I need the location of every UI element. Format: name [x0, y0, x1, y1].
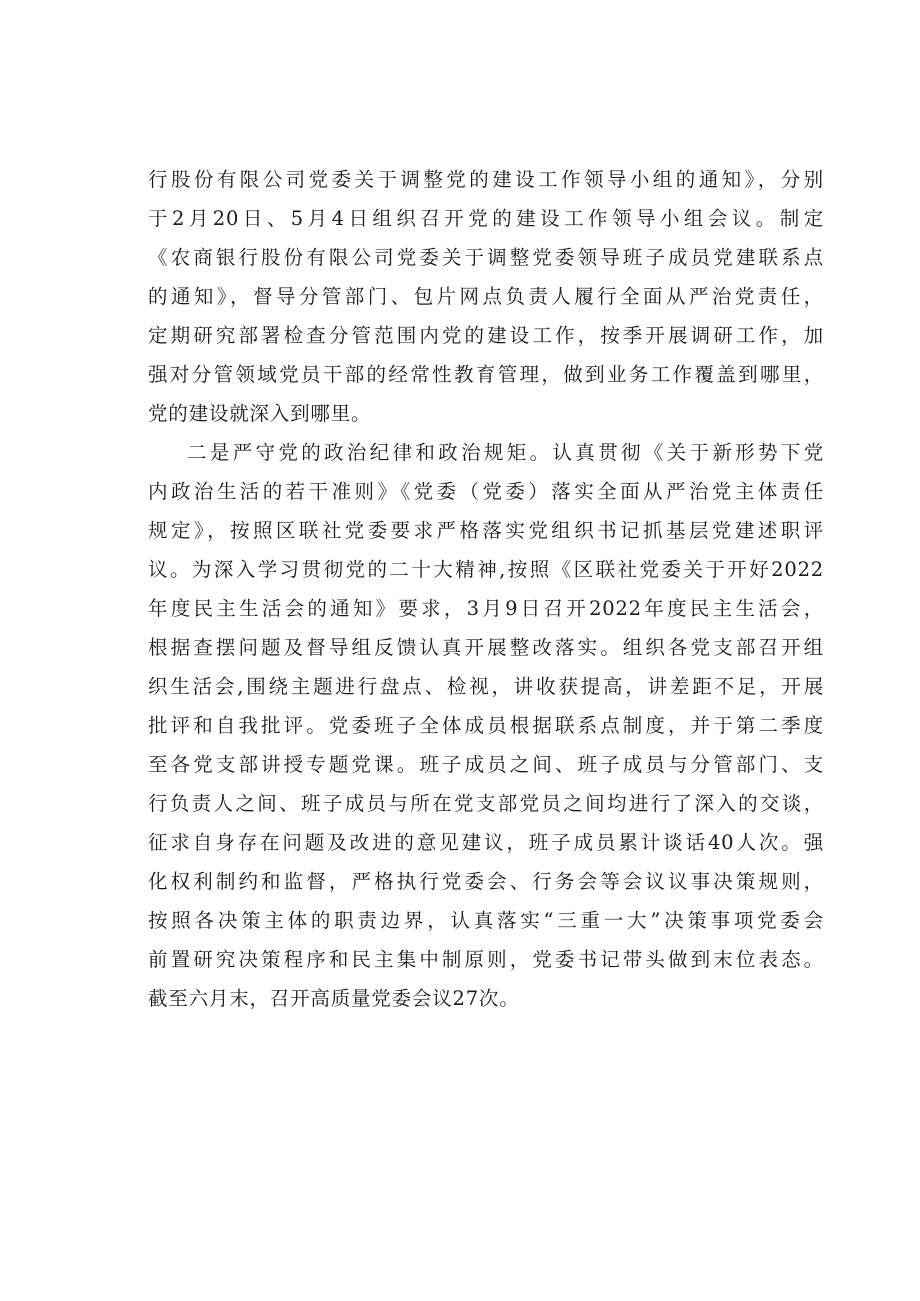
- paragraph-line: 二是严守党的政治纪律和政治规矩。认真贯彻《关于新形势下党: [187, 441, 824, 464]
- paragraph-line: 规定》，按照区联社党委要求严格落实党组织书记抓基层党建述职评: [148, 519, 824, 542]
- paragraph-line: 批评和自我批评。党委班子全体成员根据联系点制度，并于第二季度: [148, 714, 824, 737]
- paragraph-line: 根据查摆问题及督导组反馈认真开展整改落实。组织各党支部召开组: [148, 636, 824, 659]
- paragraph-line: 行股份有限公司党委关于调整党的建设工作领导小组的通知》，分别: [148, 168, 824, 191]
- paragraph-1: [148, 160, 824, 433]
- paragraph-line: 行负责人之间、班子成员与所在党支部党员之间均进行了深入的交谈，: [148, 792, 824, 815]
- paragraph-line: 年度民主生活会的通知》要求，3月9日召开2022年度民主生活会，: [148, 597, 824, 620]
- paragraph-line: 征求自身存在问题及改进的意见建议，班子成员累计谈话40人次。强: [148, 831, 824, 854]
- paragraph-line: 党的建设就深入到哪里。: [148, 402, 372, 425]
- paragraph-line: 《农商银行股份有限公司党委关于调整党委领导班子成员党建联系点: [148, 246, 824, 269]
- paragraph-line: 前置研究决策程序和民主集中制原则，党委书记带头做到末位表态。: [148, 948, 824, 971]
- document-body: [148, 160, 824, 1018]
- paragraph-line: 议。为深入学习贯彻党的二十大精神,按照《区联社党委关于开好2022: [148, 558, 824, 581]
- paragraph-line: 织生活会,围绕主题进行盘点、检视，讲收获提高，讲差距不足，开展: [148, 675, 824, 698]
- paragraph-line: 强对分管领域党员干部的经常性教育管理，做到业务工作覆盖到哪里，: [148, 363, 824, 386]
- paragraph-line: 化权利制约和监督，严格执行党委会、行务会等会议议事决策规则，: [148, 870, 824, 893]
- paragraph-line: 至各党支部讲授专题党课。班子成员之间、班子成员与分管部门、支: [148, 753, 824, 776]
- paragraph-line: 内政治生活的若干准则》《党委（党委）落实全面从严治党主体责任: [148, 480, 824, 503]
- paragraph-line: 于2月20日、5月4日组织召开党的建设工作领导小组会议。制定: [148, 207, 824, 230]
- paragraph-2: [148, 433, 824, 1018]
- paragraph-line: 按照各决策主体的职责边界，认真落实“三重一大”决策事项党委会: [148, 909, 824, 932]
- paragraph-line: 定期研究部署检查分管范围内党的建设工作，按季开展调研工作，加: [148, 324, 824, 347]
- paragraph-line: 的通知》，督导分管部门、包片网点负责人履行全面从严治党责任，: [148, 285, 824, 308]
- paragraph-line: 截至六月末，召开高质量党委会议27次。: [148, 987, 520, 1010]
